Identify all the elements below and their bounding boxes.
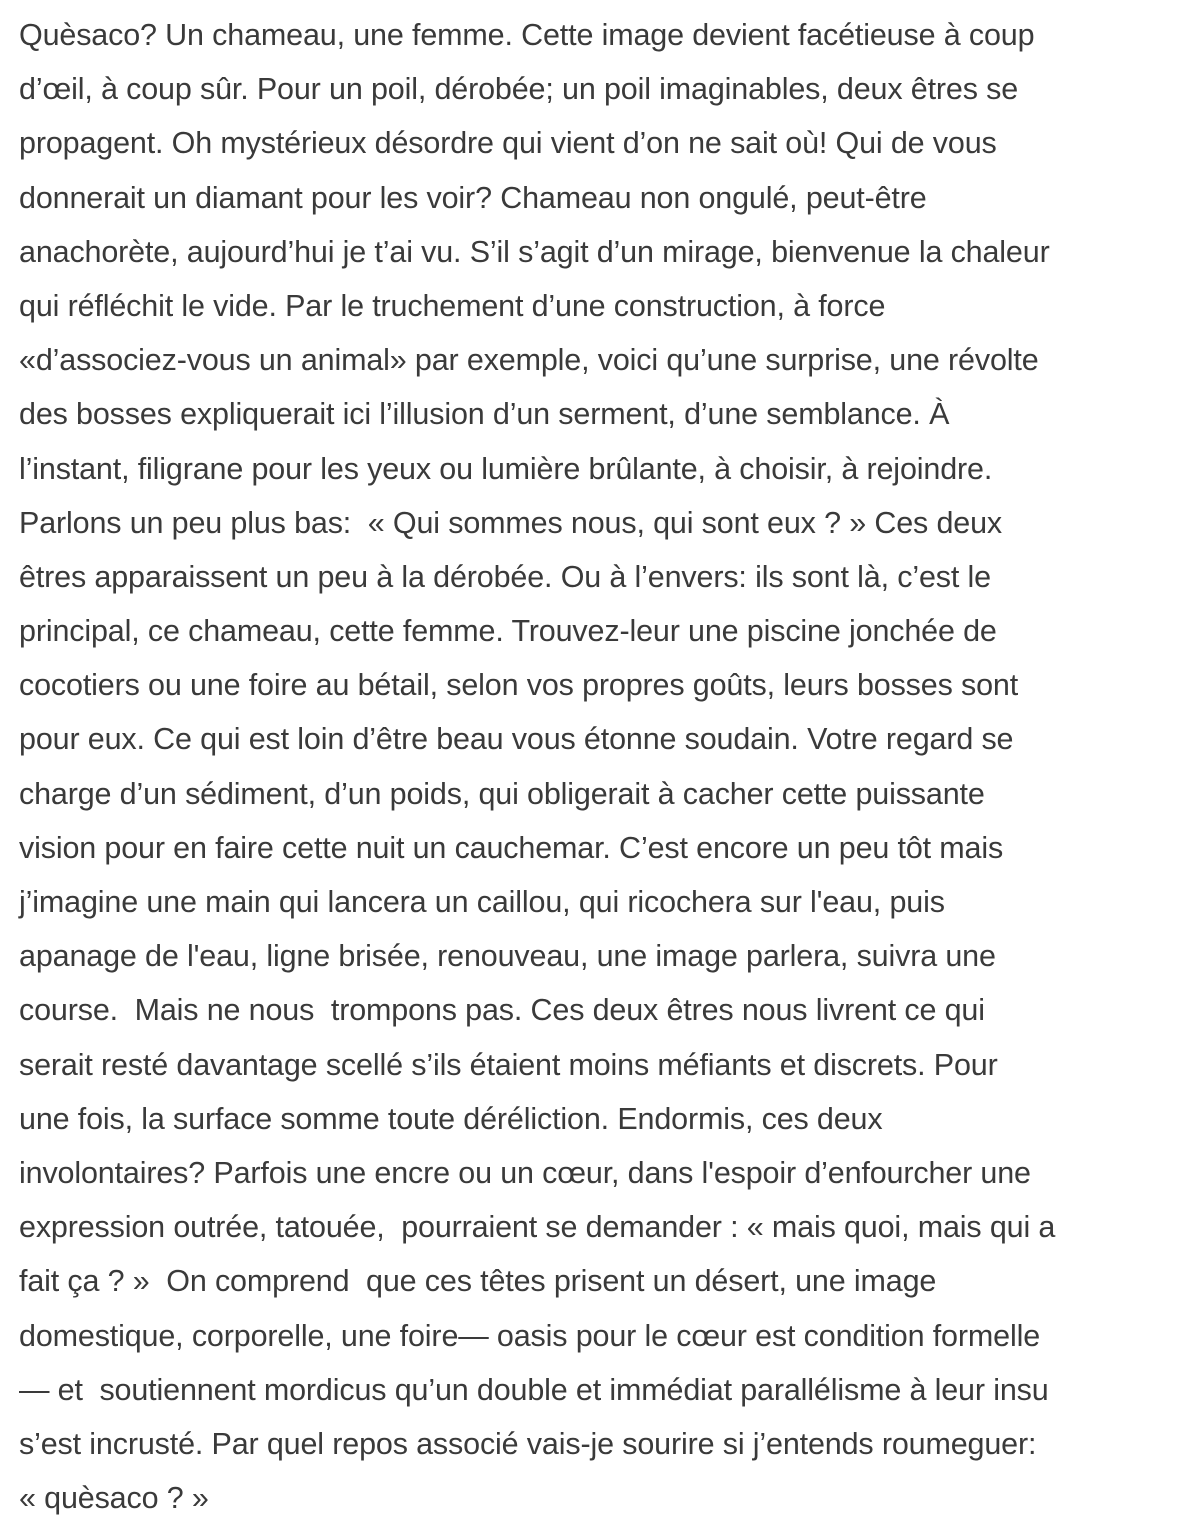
- text-line: j’imagine une main qui lancera un caillou, qui ricochera sur l'eau, puis: [19, 885, 945, 919]
- text-line: domestique, corporelle, une foire— oasis pour le cœur est condition formelle: [19, 1318, 1041, 1353]
- text-line: vision pour en faire cette nuit un cauchemar. C’est encore un peu tôt mais: [19, 830, 1004, 865]
- text-line: — et soutiennent mordicus qu’un double et immédiat parallélisme à leur insu: [19, 1372, 1049, 1407]
- text-line: expression outrée, tatouée, pourraient se demander : « mais quoi, mais qui a: [19, 1210, 1056, 1245]
- text-line: course. Mais ne nous trompons pas. Ces deux êtres nous livrent ce qui: [19, 993, 985, 1028]
- text-line: principal, ce chameau, cette femme. Trouvez-leur une piscine jonchée de: [19, 614, 997, 649]
- text-line: d’œil, à coup sûr. Pour un poil, dérobée; un poil imaginables, deux êtres se: [19, 72, 1019, 107]
- text-line: propagent. Oh mystérieux désordre qui vient d’on ne sait où! Qui de vous: [19, 126, 997, 161]
- text-line: l’instant, filigrane pour les yeux ou lumière brûlante, à choisir, à rejoindre.: [19, 451, 993, 486]
- text-line: Quèsaco? Un chameau, une femme. Cette image devient facétieuse à coup: [19, 18, 1035, 52]
- text-line: qui réfléchit le vide. Par le truchement d’une construction, à force: [19, 288, 886, 323]
- text-line: donnerait un diamant pour les voir? Chameau non ongulé, peut-être: [19, 180, 927, 215]
- text-line: pour eux. Ce qui est loin d’être beau vous étonne soudain. Votre regard se: [19, 722, 1014, 757]
- text-line: anachorète, aujourd’hui je t’ai vu. S’il s’agit d’un mirage, bienvenue la chaleur: [19, 234, 1050, 269]
- text-line: serait resté davantage scellé s’ils étaient moins méfiants et discrets. Pour: [19, 1047, 998, 1082]
- text-line: apanage de l'eau, ligne brisée, renouveau, une image parlera, suivra une: [19, 939, 996, 974]
- text-line: cocotiers ou une foire au bétail, selon vos propres goûts, leurs bosses sont: [19, 668, 1019, 703]
- text-line: involontaires? Parfois une encre ou un cœur, dans l'espoir d’enfourcher une: [19, 1155, 1031, 1190]
- text-line: fait ça ? » On comprend que ces têtes prisent un désert, une image: [19, 1264, 937, 1299]
- text-line: des bosses expliquerait ici l’illusion d’un serment, d’une semblance. À: [19, 397, 950, 432]
- text-line: une fois, la surface somme toute déréliction. Endormis, ces deux: [19, 1101, 883, 1136]
- text-line: Parlons un peu plus bas: « Qui sommes nous, qui sont eux ? » Ces deux: [19, 505, 1003, 540]
- text-line: s’est incrusté. Par quel repos associé vais-je sourire si j’entends roumeguer:: [19, 1426, 1037, 1461]
- text-line: charge d’un sédiment, d’un poids, qui obligerait à cacher cette puissante: [19, 776, 985, 811]
- text-body: [19, 8, 1194, 1525]
- text-line: «d’associez-vous un animal» par exemple, voici qu’une surprise, une révolte: [19, 343, 1039, 378]
- text-line: êtres apparaissent un peu à la dérobée. Ou à l’envers: ils sont là, c’est le: [19, 559, 991, 594]
- text-line: « quèsaco ? »: [19, 1481, 209, 1516]
